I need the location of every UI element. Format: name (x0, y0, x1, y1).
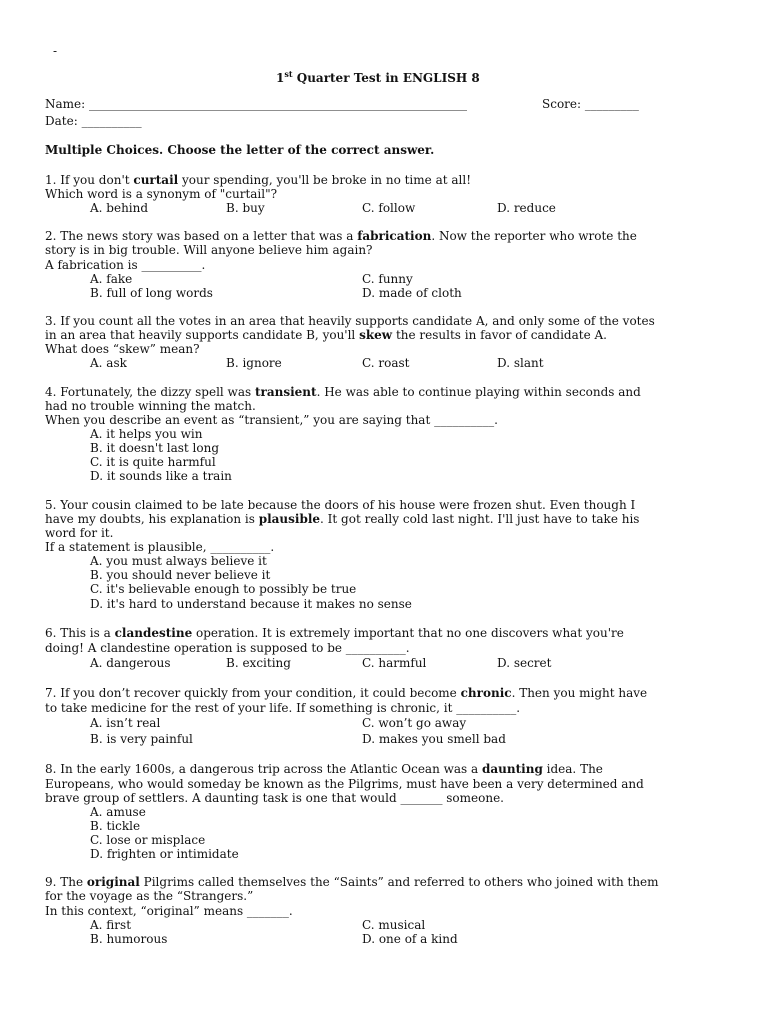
question-text: have my doubts, his explanation is plausible. It got really cold last night. I'll just have to take his (45, 512, 640, 526)
question-text: 3. If you count all the votes in an area that heavily supports candidate A, and only some of the votes (45, 314, 655, 328)
option-d[interactable]: D. secret (497, 656, 552, 670)
option-c[interactable]: C. follow (362, 201, 416, 215)
option-c[interactable]: C. lose or misplace (90, 833, 206, 847)
option-d[interactable]: D. slant (497, 356, 544, 370)
option-c[interactable]: C. musical (362, 918, 426, 932)
option-a[interactable]: A. behind (90, 201, 149, 215)
score-line: Score: _________ (542, 97, 639, 111)
option-d[interactable]: D. makes you smell bad (362, 732, 506, 746)
name-field[interactable]: _______________________________________________________________ (89, 97, 467, 111)
question-text: Which word is a synonym of "curtail"? (45, 187, 278, 201)
corner-mark: - (53, 44, 58, 58)
option-b[interactable]: B. humorous (90, 932, 168, 946)
option-c[interactable]: C. funny (362, 272, 413, 286)
option-c[interactable]: C. it's believable enough to possibly be true (90, 582, 357, 596)
question-prompt: brave group of settlers. A daunting task is one that would _______ someone. (45, 791, 504, 805)
date-line: Date: __________ (45, 114, 142, 128)
question-prompt: doing! A clandestine operation is supposed to be __________. (45, 641, 410, 655)
option-d[interactable]: D. it sounds like a train (90, 469, 232, 483)
question-text: 9. The original Pilgrims called themselves the “Saints” and referred to others who joined with them (45, 875, 659, 889)
option-d[interactable]: D. frighten or intimidate (90, 847, 239, 861)
question-text: 1. If you don't curtail your spending, you'll be broke in no time at all! (45, 173, 472, 187)
option-a[interactable]: A. it helps you win (90, 427, 203, 441)
question-text: 5. Your cousin claimed to be late because the doors of his house were frozen shut. Even though I (45, 498, 636, 512)
question-text: 6. This is a clandestine operation. It is extremely important that no one discovers what you're (45, 626, 624, 640)
option-b[interactable]: B. you should never believe it (90, 568, 271, 582)
option-a[interactable]: A. ask (90, 356, 127, 370)
option-b[interactable]: B. ignore (226, 356, 282, 370)
instructions: Multiple Choices. Choose the letter of the correct answer. (45, 143, 435, 157)
question-text: for the voyage as the “Strangers.” (45, 889, 254, 903)
option-c[interactable]: C. won’t go away (362, 716, 467, 730)
option-a[interactable]: A. dangerous (90, 656, 171, 670)
option-b[interactable]: B. tickle (90, 819, 141, 833)
option-a[interactable]: A. you must always believe it (90, 554, 267, 568)
option-c[interactable]: C. harmful (362, 656, 427, 670)
question-text: word for it. (45, 526, 114, 540)
question-prompt: If a statement is plausible, __________. (45, 540, 275, 554)
question-text: 2. The news story was based on a letter that was a fabrication. Now the reporter who wrote the (45, 229, 637, 243)
option-a[interactable]: A. amuse (90, 805, 146, 819)
option-a[interactable]: A. isn’t real (90, 716, 161, 730)
option-d[interactable]: D. reduce (497, 201, 556, 215)
option-a[interactable]: A. first (90, 918, 132, 932)
option-d[interactable]: D. it's hard to understand because it makes no sense (90, 597, 412, 611)
question-text: in an area that heavily supports candidate B, you'll skew the results in favor of candidate A. (45, 328, 607, 342)
question-text: Europeans, who would someday be known as the Pilgrims, must have been a very determined and (45, 777, 644, 791)
question-prompt: What does “skew” mean? (45, 342, 200, 356)
question-prompt: A fabrication is __________. (45, 258, 206, 272)
option-c[interactable]: C. roast (362, 356, 410, 370)
question-text: story is in big trouble. Will anyone believe him again? (45, 243, 373, 257)
option-d[interactable]: D. made of cloth (362, 286, 462, 300)
question-text: 7. If you don’t recover quickly from your condition, it could become chronic. Then you might have (45, 686, 648, 700)
question-text: 4. Fortunately, the dizzy spell was transient. He was able to continue playing within seconds and (45, 385, 641, 399)
option-c[interactable]: C. it is quite harmful (90, 455, 216, 469)
option-b[interactable]: B. it doesn't last long (90, 441, 220, 455)
question-prompt: In this context, “original” means _______. (45, 904, 293, 918)
date-field[interactable]: __________ (81, 114, 142, 128)
score-field[interactable]: _________ (584, 97, 639, 111)
option-b[interactable]: B. exciting (226, 656, 291, 670)
option-d[interactable]: D. one of a kind (362, 932, 458, 946)
question-prompt: to take medicine for the rest of your life. If something is chronic, it __________. (45, 701, 521, 715)
page-title: 1st Quarter Test in ENGLISH 8 (276, 69, 480, 85)
option-a[interactable]: A. fake (90, 272, 133, 286)
name-line: Name: _______________________________________________________________ (45, 97, 467, 111)
option-b[interactable]: B. full of long words (90, 286, 213, 300)
question-text: had no trouble winning the match. (45, 399, 256, 413)
question-prompt: When you describe an event as “transient,” you are saying that __________. (45, 413, 498, 427)
question-text: 8. In the early 1600s, a dangerous trip across the Atlantic Ocean was a daunting idea. The (45, 762, 603, 776)
option-b[interactable]: B. is very painful (90, 732, 193, 746)
option-b[interactable]: B. buy (226, 201, 265, 215)
